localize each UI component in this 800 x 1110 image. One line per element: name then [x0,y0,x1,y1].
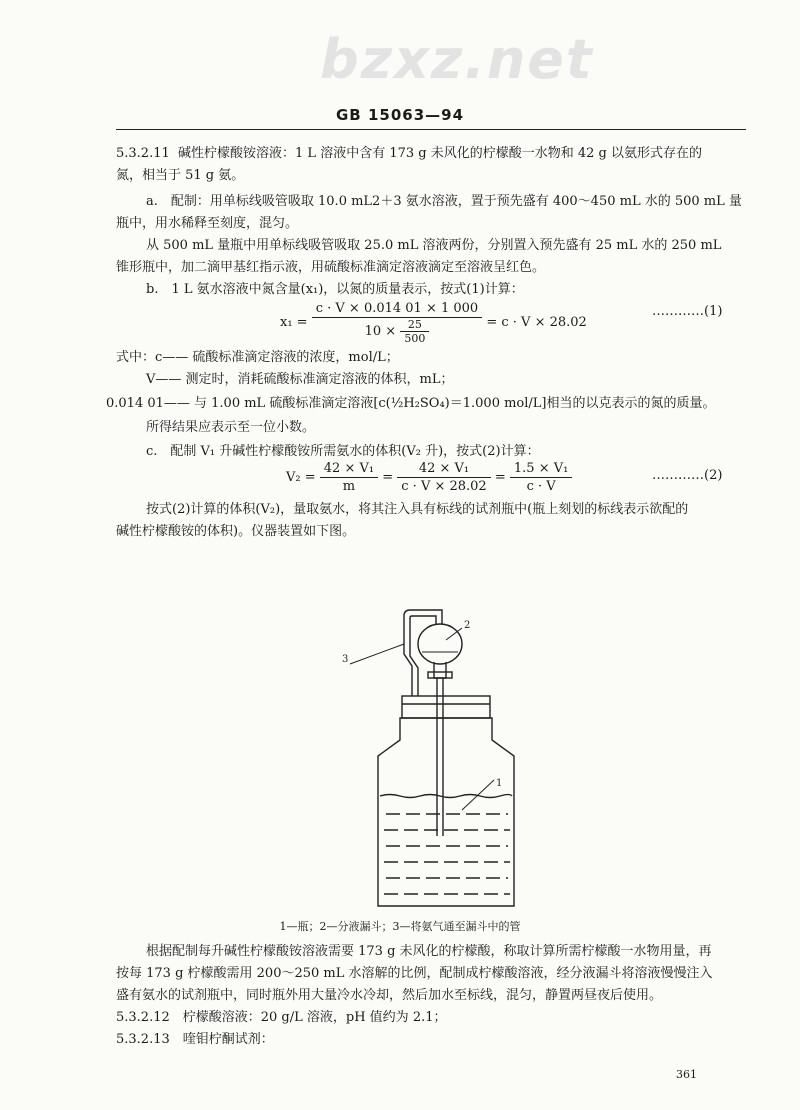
eq1-numerator: c · V × 0.014 01 × 1 000 [312,300,483,318]
page-number: 361 [676,1068,697,1081]
figure-caption: 1—瓶；2—分液漏斗；3—将氨气通至漏斗中的管 [279,920,521,933]
eq1-inner-fraction [400,318,429,345]
paragraph-line: 根据配制每升碱性柠檬酸铵溶液需要 173 g 未风化的柠檬酸，称取计算所需柠檬酸一水物用量，再 [146,944,712,959]
definition-c: 式中：c—— 硫酸标准滴定溶液的浓度，mol/L； [116,350,399,365]
eq2-equals: = [494,470,506,485]
eq1-lhs: x₁ = [280,315,308,330]
eq1-tag: …………(1) [652,304,723,319]
result-note: 所得结果应表示至一位小数。 [146,420,316,435]
paragraph-line: 盛有氨水的试剂瓶中，同时瓶外用大量冷水冷却，然后加水至标线，混匀，静置两昼夜后使用。 [116,988,663,1003]
paragraph-line: 碱性柠檬酸铵的体积)。仪器装置如下图。 [116,524,356,539]
figure-label-3: 3 [342,654,349,665]
section-number: 5.3.2.11 [116,146,170,161]
paragraph-line: 从 500 mL 量瓶中用单标线吸管吸取 25.0 mL 溶液两份，分别置入预先盛有 25 mL 水的 250 mL [146,238,722,253]
paragraph-line: 按每 173 g 柠檬酸需用 200～250 mL 水溶解的比例，配制成柠檬酸溶液，经分液漏斗将溶液慢慢注入 [116,966,713,981]
eq1-fraction [312,300,483,345]
paragraph-line: 锥形瓶中，加二滴甲基红指示液，用硫酸标准滴定溶液滴定至溶液呈红色。 [116,260,546,275]
eq2-tag: …………(2) [652,468,723,483]
eq1-denominator [312,318,483,345]
item-b-line: b. 1 L 氨水溶液中氮含量(x₁)，以氮的质量表示，按式(1)计算： [146,282,524,297]
eq2-fraction-3 [510,460,572,495]
definition-v: V—— 测定时，消耗硫酸标准滴定溶液的体积，mL； [146,372,454,387]
eq2-f1-den: m [342,479,356,494]
eq2-f1-num: 42 × V₁ [320,460,378,478]
section-text: 碱性柠檬酸铵溶液：1 L 溶液中含有 173 g 未风化的柠檬酸一水物和 42 g 以氨形式存在的 [178,146,702,161]
paragraph-line: 按式(2)计算的体积(V₂)，量取氨水，将其注入具有标线的试剂瓶中(瓶上刻划的标线表示欲配的 [146,502,689,517]
section-5-3-2-13: 5.3.2.13 喹钼柠酮试剂： [116,1032,274,1047]
equation-2 [286,460,572,495]
eq2-f3-num: 1.5 × V₁ [510,460,572,478]
figure-label-1: 1 [496,778,503,789]
item-c-line: c. 配制 V₁ 升碱性柠檬酸铵所需氨水的体积(V₂ 升)，按式(2)计算： [146,444,540,459]
eq1-den-prefix: 10 × [364,324,397,339]
eq2-fraction-2 [397,460,490,495]
figure-label-2: 2 [464,620,471,631]
section-5-3-2-11 [116,144,702,164]
eq2-f3-den: c · V [526,479,556,494]
funnel-bulb [418,624,462,664]
eq1-inner-num: 25 [400,318,429,332]
page-header: GB 15063—94 [335,106,465,124]
liquid-surface [380,795,512,798]
section-5-3-2-12: 5.3.2.12 柠檬酸溶液：20 g/L 溶液，pH 值约为 2.1； [116,1010,447,1025]
eq2-equals: = [382,470,394,485]
equation-1 [280,300,587,345]
stopcock [428,672,452,678]
eq2-f2-num: 42 × V₁ [397,460,490,478]
definition-constant: 0.014 01—— 与 1.00 mL 硫酸标准滴定溶液[c(½H₂SO₄)＝1.000 mol/L]相当的以克表示的氮的质量。 [106,396,716,411]
apparatus-figure [330,600,540,910]
watermark: bzxz.net [320,28,594,91]
header-rule [116,129,746,130]
stopper [402,696,490,718]
eq2-lhs: V₂ = [286,470,316,485]
eq1-rhs: = c · V × 28.02 [486,315,587,330]
eq1-inner-den: 500 [404,332,426,345]
item-a-line: a. 配制：用单标线吸管吸取 10.0 mL2＋3 氨水溶液，置于预先盛有 400～450 mL 水的 500 mL 量 [146,194,742,209]
paragraph-line: 氮，相当于 51 g 氨。 [116,168,245,183]
item-a-line: 瓶中，用水稀释至刻度，混匀。 [116,216,299,231]
eq2-f2-den: c · V × 28.02 [401,479,487,494]
eq2-fraction-1 [320,460,378,495]
